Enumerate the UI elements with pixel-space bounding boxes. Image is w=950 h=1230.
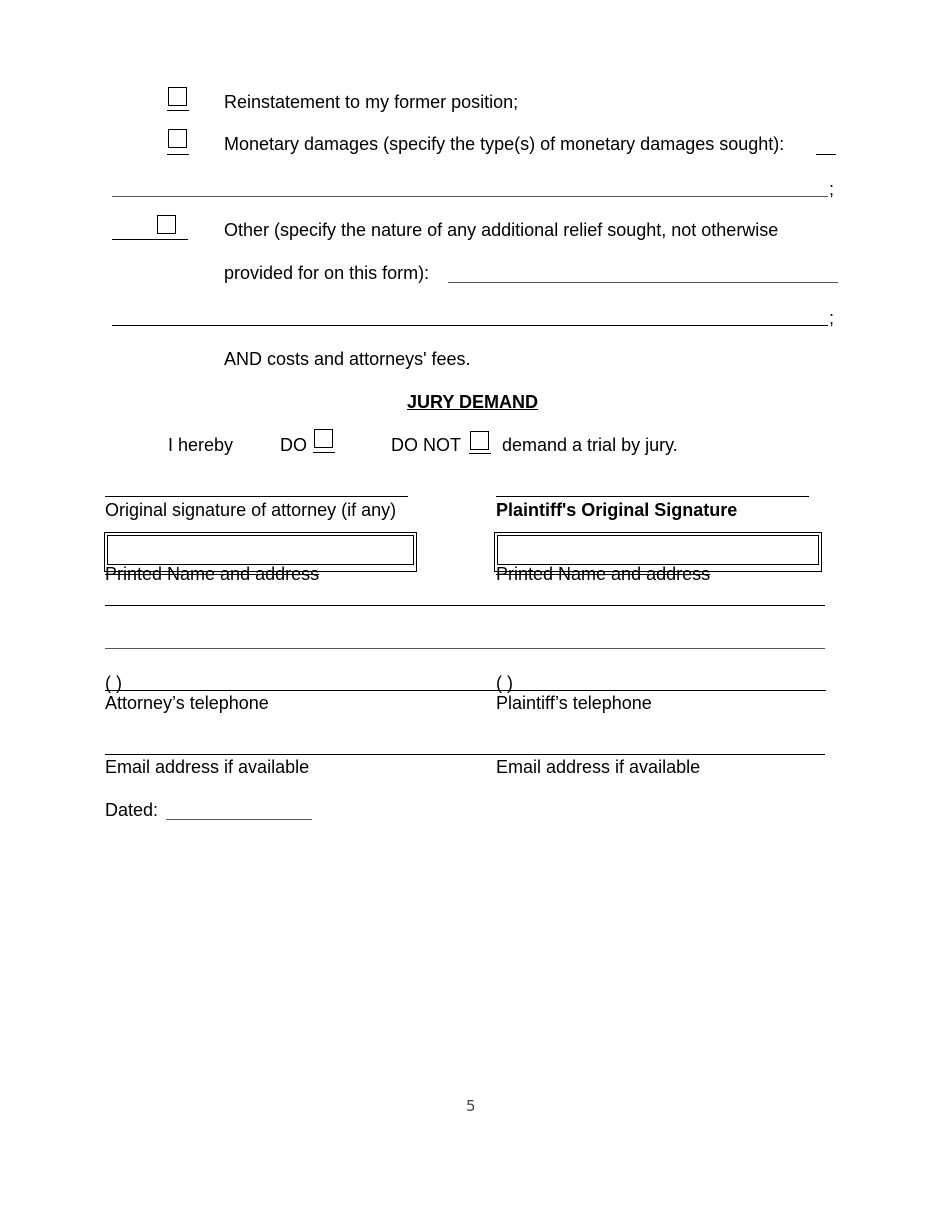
email-line[interactable] [105, 754, 825, 755]
other-relief-label-line2: provided for on this form): [224, 263, 430, 283]
reinstatement-checkbox-underline [167, 110, 189, 111]
costs-and-fees-text: AND costs and attorneys' fees. [224, 349, 471, 369]
jury-do-checkbox-underline [313, 452, 335, 453]
monetary-checkbox-underline [167, 154, 189, 155]
semicolon-2: ; [829, 308, 835, 328]
date-field[interactable] [166, 819, 312, 820]
plaintiff-printed-name-label: Printed Name and address [496, 564, 711, 584]
attorney-telephone-label: Attorney’s telephone [105, 693, 269, 713]
phone-line[interactable] [105, 690, 826, 691]
attorney-printed-name-field-inner [107, 535, 414, 565]
jury-do-label: DO [280, 435, 307, 455]
reinstatement-label: Reinstatement to my former position; [224, 92, 519, 112]
monetary-damages-label: Monetary damages (specify the type(s) of monetary damages sought): [224, 134, 785, 154]
jury-do-not-checkbox-underline [469, 453, 491, 454]
plaintiff-signature-line[interactable] [496, 496, 809, 497]
jury-hereby-text: I hereby [168, 435, 234, 455]
plaintiff-email-label: Email address if available [496, 757, 701, 777]
address-line-1[interactable] [105, 605, 825, 606]
monetary-damages-checkbox[interactable] [168, 129, 187, 148]
semicolon-1: ; [829, 179, 835, 199]
reinstatement-checkbox[interactable] [168, 87, 187, 106]
attorney-signature-label: Original signature of attorney (if any) [105, 500, 397, 520]
page-number: 5 [466, 1097, 476, 1115]
other-checkbox-underline [112, 239, 188, 240]
plaintiff-telephone-label: Plaintiff’s telephone [496, 693, 652, 713]
monetary-damages-field-start[interactable] [816, 154, 836, 155]
plaintiff-printed-name-field[interactable] [494, 532, 822, 572]
jury-do-not-checkbox[interactable] [470, 431, 489, 450]
plaintiff-signature-label: Plaintiff's Original Signature [496, 500, 738, 520]
plaintiff-phone-parens: ( ) [496, 673, 513, 693]
jury-demand-heading: JURY DEMAND [407, 392, 539, 412]
other-relief-label-line1: Other (specify the nature of any additional relief sought, not otherwise [224, 220, 779, 240]
jury-do-checkbox[interactable] [314, 429, 333, 448]
jury-do-not-label: DO NOT [391, 435, 461, 455]
address-line-2[interactable] [105, 648, 825, 649]
attorney-printed-name-field[interactable] [104, 532, 417, 572]
jury-demand-text: demand a trial by jury. [502, 435, 678, 455]
other-relief-checkbox[interactable] [157, 215, 176, 234]
attorney-printed-name-label: Printed Name and address [105, 564, 320, 584]
attorney-phone-parens: ( ) [105, 673, 122, 693]
dated-label: Dated: [105, 800, 159, 820]
other-relief-field[interactable] [448, 282, 838, 283]
attorney-email-label: Email address if available [105, 757, 310, 777]
plaintiff-printed-name-field-inner [497, 535, 819, 565]
monetary-damages-field[interactable] [112, 196, 828, 197]
attorney-signature-line[interactable] [105, 496, 408, 497]
other-relief-field-continued[interactable] [112, 325, 828, 326]
